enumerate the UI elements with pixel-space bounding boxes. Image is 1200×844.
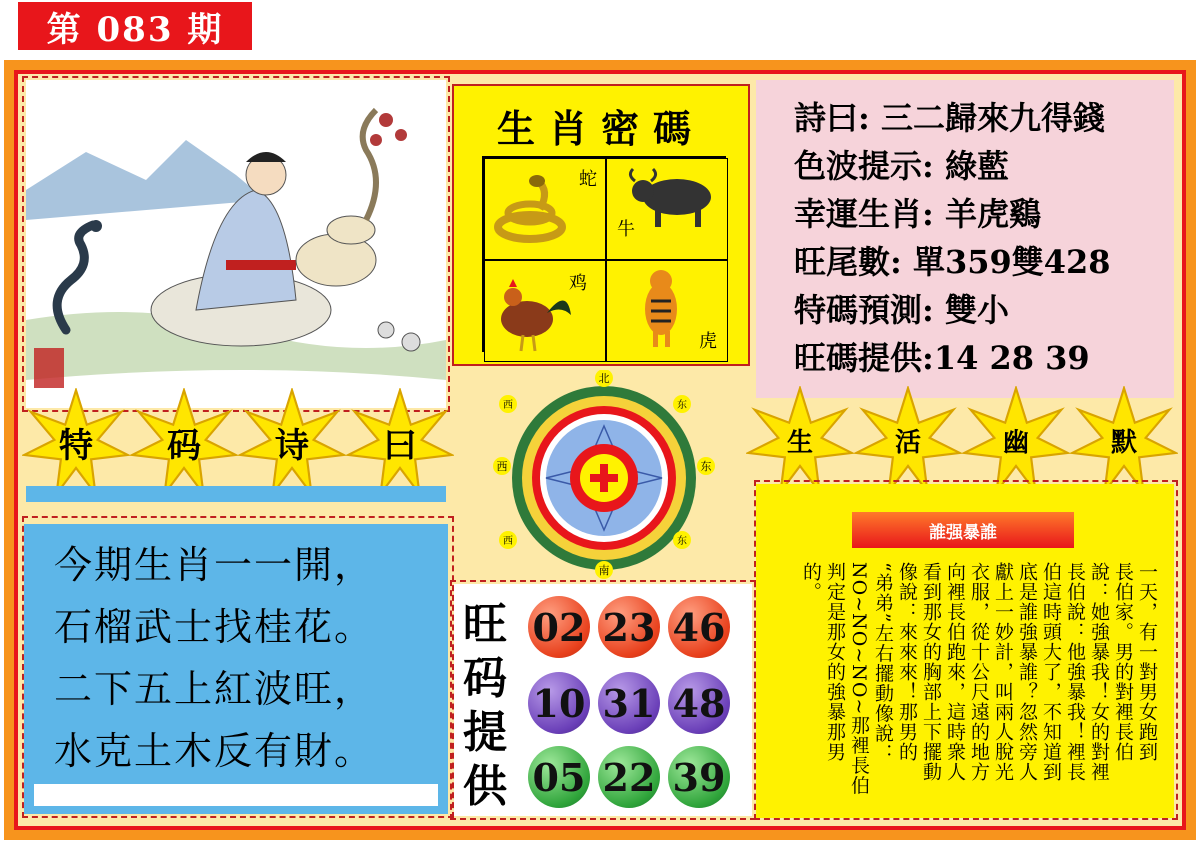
story-column: 長伯家。男的對裡長伯 [1112, 562, 1134, 762]
story-column: 衣服，從十公尺遠的地方 [968, 562, 990, 782]
story-column: 獻上一妙計，叫兩人脫光 [992, 562, 1014, 782]
story-column: 長伯說：他強暴我！裡長 [1064, 562, 1086, 782]
zodiac-cell-tiger [606, 260, 728, 362]
zodiac-cell-rooster [484, 260, 606, 362]
info-line-poem: 詩曰: 三二歸來九得錢 [794, 99, 1105, 137]
humor-story-panel [756, 484, 1174, 818]
zodiac-code-panel [452, 84, 750, 366]
zodiac-cell-snake [484, 158, 606, 260]
star-badge-left-2 [130, 388, 238, 496]
story-column: 看到那女的胸部上下擺動 [920, 562, 942, 782]
story-column: 的。 [800, 562, 822, 602]
story-column: 向裡長伯跑來，這時衆人 [944, 562, 966, 782]
number-ball: 23 [598, 596, 660, 658]
star-badge-right-3 [962, 386, 1070, 494]
info-line-special-prediction: 特碼預測: 雙小 [794, 291, 1009, 329]
zodiac-label-tiger: 虎 [699, 331, 717, 352]
story-column: NO~NO~NO~那裡長伯 [848, 562, 870, 796]
star-text: 码 [167, 425, 201, 466]
star-text: 幽 [1002, 427, 1029, 458]
left-star-row [22, 388, 454, 496]
compass-label-sw: 西 [503, 536, 513, 547]
story-column: 像說：來來來！那男的 [896, 562, 918, 762]
poem-line-1: 今期生肖一一開， [54, 543, 375, 587]
star-badge-left-3 [238, 388, 346, 496]
compass-label-right: 东 [700, 460, 712, 473]
scholar-illustration [26, 80, 446, 408]
star-text: 特 [59, 425, 93, 466]
zodiac-label-rooster: 鸡 [569, 273, 587, 294]
number-ball: 10 [528, 672, 590, 734]
star-badge-left-1 [22, 388, 130, 496]
story-column: 判定是那女的強暴那男 [824, 562, 846, 762]
hot-title-char-2: 码 [463, 653, 507, 704]
poem-line-3: 二下五上紅波旺， [54, 667, 375, 711]
info-line-tail-numbers: 旺尾數: 單359雙428 [794, 243, 1111, 281]
story-title: 誰强暴誰 [852, 512, 1074, 548]
story-column: “弟弟”左右擺動像說： [872, 562, 894, 764]
issue-number-tag: 第 083 期 [18, 2, 252, 50]
info-line-color-hint: 色波提示: 綠藍 [794, 147, 1009, 185]
compass-label-se: 东 [677, 536, 687, 547]
zodiac-title: 生肖密碼 [496, 106, 705, 151]
hot-numbers-title [460, 598, 510, 814]
number-ball: 46 [668, 596, 730, 658]
feng-shui-compass [486, 370, 722, 580]
star-text: 曰 [383, 425, 417, 466]
poem-bottom-bar [34, 784, 438, 806]
right-star-row [746, 386, 1178, 494]
zodiac-cell-ox [606, 158, 728, 260]
rooster-icon [485, 261, 605, 357]
star-text: 生 [786, 427, 813, 458]
hot-numbers-panel [454, 584, 752, 816]
compass-label-left: 西 [496, 460, 508, 473]
compass-label-ne: 东 [677, 400, 687, 411]
story-column: 伯這時頭大了，不知道到 [1040, 562, 1062, 782]
hot-title-char-3: 提 [463, 707, 507, 758]
info-line-lucky-zodiac: 幸運生肖: 羊虎鷄 [794, 195, 1041, 233]
star-text: 默 [1110, 427, 1137, 458]
poem-line-4: 水克土木反有財。 [54, 729, 375, 773]
compass-label-bottom: 南 [598, 564, 610, 577]
star-badge-right-1 [746, 386, 854, 494]
hot-title-char-1: 旺 [463, 599, 507, 650]
number-ball: 31 [598, 672, 660, 734]
number-ball: 48 [668, 672, 730, 734]
story-column: 說：她強暴我！女的對裡 [1088, 562, 1110, 782]
info-panel [756, 80, 1174, 398]
star-badge-left-4 [346, 388, 454, 496]
star-text: 活 [894, 427, 921, 458]
story-column: 一天，有一對男女跑到 [1136, 562, 1158, 762]
star-badge-right-4 [1070, 386, 1178, 494]
number-ball: 05 [528, 746, 590, 808]
number-ball: 22 [598, 746, 660, 808]
poem-panel [24, 524, 448, 814]
hot-title-char-4: 供 [463, 761, 507, 812]
story-column: 底是誰強暴誰？忽然旁人 [1016, 562, 1038, 782]
star-text: 诗 [275, 425, 309, 466]
zodiac-label-snake: 蛇 [579, 169, 597, 190]
compass-label-nw: 西 [503, 400, 513, 411]
zodiac-label-ox: 牛 [617, 219, 635, 240]
info-line-hot-numbers: 旺碼提供:14 28 39 [794, 339, 1090, 377]
number-ball: 39 [668, 746, 730, 808]
compass-label-top: 北 [598, 372, 610, 385]
blue-divider-strip [26, 486, 446, 502]
poem-line-2: 石榴武士找桂花。 [54, 605, 375, 649]
story-text [778, 562, 1158, 802]
number-ball: 02 [528, 596, 590, 658]
zodiac-grid [482, 156, 726, 352]
star-badge-right-2 [854, 386, 962, 494]
